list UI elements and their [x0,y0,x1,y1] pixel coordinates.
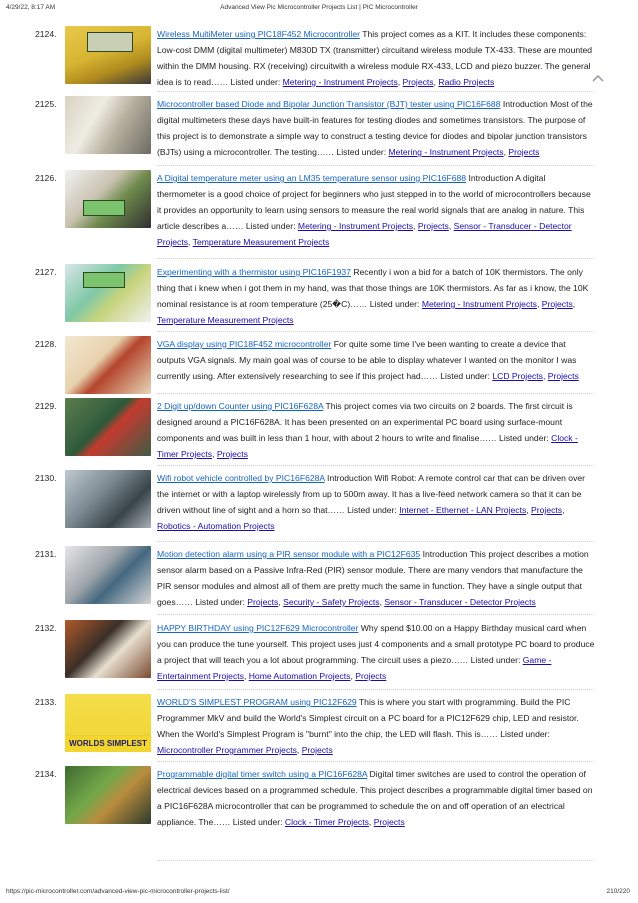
lcd-display-icon [83,200,125,216]
category-link[interactable]: Temperature Measurement Projects [192,237,330,247]
category-separator: , [503,147,509,157]
entry-divider [157,393,594,394]
print-url: https://pic-microcontroller.com/advanced-view-pic-microcontroller-projects-list/ [6,888,230,895]
project-thumbnail[interactable] [65,26,151,84]
category-link[interactable]: Projects [508,147,540,157]
category-separator: , [212,449,217,459]
entry-number: 2128. [35,339,57,349]
project-summary: Digital timer switches are used to control the operation of electrical devices based on a programmed schedule. This project describes a programmable digital timer based on a PIC16F628A microcontroller that can be programmed to schedule the on and off operation of an electrical appliance. The…… Listed under: [157,769,593,827]
category-link[interactable]: Projects [547,371,579,381]
category-separator: , [188,237,193,247]
entry-number: 2127. [35,267,57,277]
category-separator: , [448,221,454,231]
category-link[interactable]: Clock - Timer Projects [157,433,578,459]
entry-number: 2132. [35,623,57,633]
project-title-link[interactable]: WORLD'S SIMPLEST PROGRAM using PIC12F629 [157,697,357,707]
category-link[interactable]: Robotics - Automation Projects [157,521,275,531]
project-title-link[interactable]: Wifi robot vehicle controlled by PIC16F628A [157,473,325,483]
entry-divider [157,465,594,466]
category-link[interactable]: Projects [531,505,563,515]
category-link[interactable]: Projects [247,597,279,607]
entry-divider [157,541,594,542]
category-link[interactable]: Projects [402,77,434,87]
category-link[interactable]: Microcontroller Programmer Projects [157,745,297,755]
thumbnail-caption: WORLDS SIMPLEST [65,736,151,752]
category-link[interactable]: LCD Projects [492,371,543,381]
project-summary: Why spend $10.00 on a Happy Birthday musical card when you can produce the tune yourself. This project uses just 4 components and a small prototype PC board to produce a project that will teach you a lot about programming. The circuit uses a piezo…… Listed under: [157,623,595,665]
category-link[interactable]: Metering - Instrument Projects [421,299,537,309]
project-title-link[interactable]: HAPPY BIRTHDAY using PIC12F629 Microcontroller [157,623,359,633]
entry-number: 2130. [35,473,57,483]
project-title-link[interactable]: Programmable digital timer switch using a PIC16F628A [157,769,368,779]
project-title-link[interactable]: Microcontroller based Diode and Bipolar Junction Transistor (BJT) tester using PIC16F688 [157,99,501,109]
project-entry [35,546,595,610]
project-summary: This project comes via two circuits on 2 boards. The first circuit is designed around a PIC16F628A. It has been presented on an experimental PC board using surface-mount components and was built in less than 1 hour, with about 2 hours to write and finalise…… Listed under: [157,401,573,443]
category-separator: , [243,671,249,681]
category-link[interactable]: Projects [541,299,573,309]
project-title-link[interactable]: A Digital temperature meter using an LM35 temperature sensor using PIC16F688 [157,173,467,183]
category-link[interactable]: Projects [216,449,248,459]
category-separator: , [413,221,418,231]
project-entry [35,170,595,250]
print-page-number: 210/220 [606,888,630,895]
project-thumbnail[interactable] [65,96,151,154]
category-link[interactable]: Home Automation Projects [248,671,351,681]
project-title-link[interactable]: Motion detection alarm using a PIR sensor module with a PIC12F635 [157,549,421,559]
entry-divider [157,331,594,332]
entry-divider [157,761,594,762]
project-thumbnail[interactable] [65,620,151,678]
project-title-link[interactable]: Wireless MultiMeter using PIC18F452 Microcontroller [157,29,360,39]
category-link[interactable]: Sensor - Transducer - Detector Projects [384,597,536,607]
category-link[interactable]: Game - Entertainment Projects [157,655,552,681]
entry-divider [157,689,594,690]
entry-number: 2124. [35,29,57,39]
project-entry [35,96,595,160]
entry-divider [157,91,594,92]
category-link[interactable]: Projects [355,671,387,681]
chevron-up-icon[interactable] [592,70,604,80]
category-link[interactable]: Projects [417,221,449,231]
entry-number: 2134. [35,769,57,779]
category-link[interactable]: Metering - Instrument Projects [388,147,504,157]
category-link[interactable]: Radio Projects [438,77,495,87]
lcd-display-icon [83,272,125,288]
print-header [0,4,638,14]
category-link[interactable]: Sensor - Transducer - Detector Projects [157,221,572,247]
project-entry [35,620,595,684]
project-entry [35,398,595,462]
category-link[interactable]: Metering - Instrument Projects [297,221,414,231]
project-summary: For quite some time I've been wanting to create a device that outputs VGA signals. My main goal was of course to be able to display whatever I wanted on the monitor I was currently using. After extensively researching to see if this project had…… Listed under: [157,339,577,381]
project-thumbnail[interactable] [65,766,151,824]
category-separator: , [433,77,439,87]
category-link[interactable]: Projects [301,745,333,755]
entry-number: 2126. [35,173,57,183]
project-entry [35,26,595,90]
project-summary: This project comes as a KIT. It includes these components: Low-cost DMM (digital multimeter) M830D TX (transmitter) circuitand wireless module TX-433. These are mounted within the DMM housing. RX (receiving) circuitwith a wireless module RX-433, LCD and piezo buzzer. The general idea is to read…… Listed under: [157,29,593,87]
print-title: Advanced View Pic Microcontroller Projects List | PIC Microcontroller [220,4,418,11]
project-title-link[interactable]: Experimenting with a thermistor using PIC16F1937 [157,267,351,277]
category-link[interactable]: Metering - Instrument Projects [282,77,398,87]
category-separator: , [397,77,403,87]
category-separator: , [572,299,576,309]
category-separator: , [350,671,356,681]
print-datetime: 4/29/22, 8:17 AM [6,4,56,11]
project-entry [35,264,595,328]
entry-divider [157,860,594,861]
project-summary: Introduction A digital thermometer is a good choice of project for beginners who just stepped in to the world of microcontrollers because it provides an opportunity to learn using sensors to measure the real world signals that are analog in nature. This article describes a…… Listed under: [157,173,591,231]
project-summary: Introduction Most of the digital multimeters these days have built-in features for testing diodes and sometimes transistors. The purpose of this project is to demonstrate a simple way to construct a testing device for diodes and bipolar junction transistors (BJTs) using a microcontroller. The testing…… Listed under: [157,99,593,157]
category-link[interactable]: Security - Safety Projects [283,597,380,607]
project-thumbnail[interactable] [65,546,151,604]
project-title-link[interactable]: VGA display using PIC18F452 microcontroller [157,339,332,349]
project-thumbnail[interactable] [65,170,151,228]
project-title-link[interactable]: 2 Digit up/down Counter using PIC16F628A [157,401,324,411]
project-summary: This is where you start with programming. Build the PIC Programmer MkV and build the World's Simplest circuit on a PC board for a PIC12F629 chip, LED and resistor. When the World's Simplest Program is "burnt" into the chip, the LED will flash. This is…… Listed under: [157,697,579,739]
project-entry [35,694,595,758]
category-link[interactable]: Projects [373,817,405,827]
category-separator: , [368,817,374,827]
project-entry [35,336,595,384]
lcd-display-icon [87,32,133,52]
category-separator: , [526,505,532,515]
category-separator: , [542,371,548,381]
category-separator: , [536,299,542,309]
project-entry [35,766,595,830]
category-separator: , [278,597,284,607]
entry-number: 2125. [35,99,57,109]
category-separator: , [379,597,385,607]
entry-number: 2133. [35,697,57,707]
project-summary: Recently i won a bid for a batch of 10K thermistors. The only thing that i knew when i got them in my hand, was that those things are 10K thermistors. As far as i know, the 10K nominal resistance is at room temperature (25�C)…… Listed under: [157,267,589,309]
project-thumbnail[interactable] [65,398,151,456]
project-thumbnail[interactable] [65,470,151,528]
project-summary: Introduction This project describes a motion sensor alarm based on a Passive Infra-Red (PIR) sensor module. There are many vendors that manufacture the PIR sensor modules and almost all of them are pretty much the same in function. They have a single output that goes…… Listed under: [157,549,589,607]
project-thumbnail[interactable] [65,264,151,322]
entry-number: 2129. [35,401,57,411]
entry-divider [157,165,594,166]
category-link[interactable]: Internet - Ethernet - LAN Projects [399,505,527,515]
category-link[interactable]: Temperature Measurement Projects [157,315,294,325]
project-thumbnail[interactable] [65,694,151,752]
entry-number: 2131. [35,549,57,559]
entry-divider [157,258,594,259]
project-thumbnail[interactable] [65,336,151,394]
category-link[interactable]: Clock - Timer Projects [284,817,369,827]
project-entry [35,470,595,534]
project-summary: Introduction Wifi Robot: A remote control car that can be driven over the internet or with a laptop wirelessly from up to 500m away. It has a live-feed network camera so that it can be driven without line of sight and a horn so that…… Listed under: [157,473,586,515]
category-separator: , [296,745,302,755]
print-footer [0,888,638,898]
category-separator: , [562,505,565,515]
entry-divider [157,614,594,615]
